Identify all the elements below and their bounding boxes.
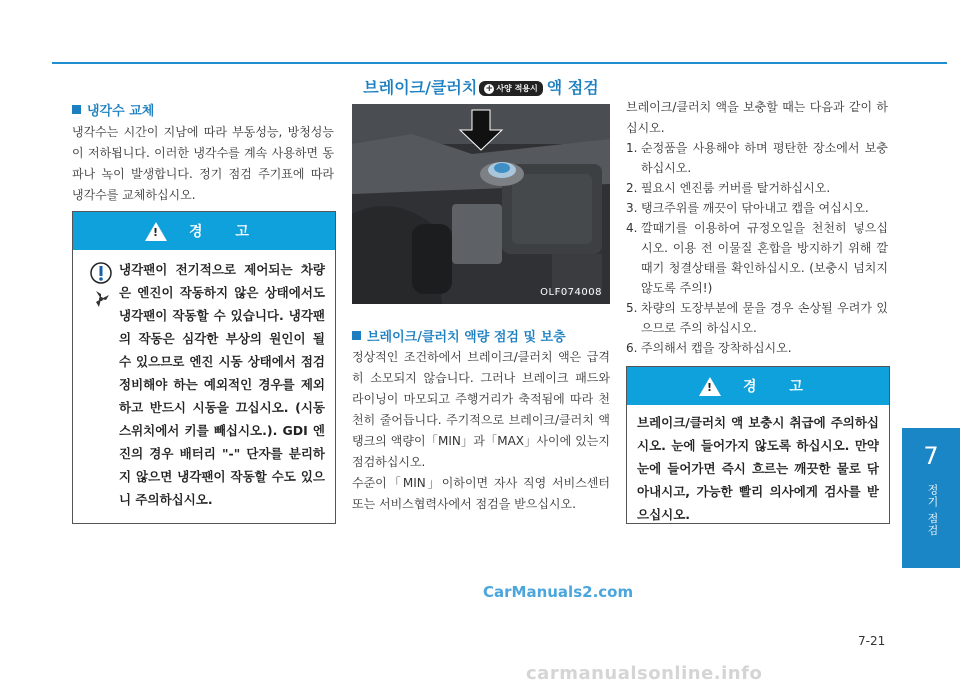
step-text: 순정품을 사용해야 하며 평탄한 장소에서 보충 하십시오. xyxy=(641,141,888,175)
step-number: 5. xyxy=(626,301,638,315)
brake-warning-box xyxy=(626,366,890,524)
chapter-title: 정기 점검 xyxy=(926,484,939,537)
warning-content xyxy=(73,250,335,511)
brake-fluid-heading xyxy=(352,326,566,345)
warning-icons xyxy=(83,258,119,511)
step-text: 필요시 엔진룸 커버를 탈거하십시오. xyxy=(641,181,831,195)
coolant-heading-text: 냉각수 교체 xyxy=(87,104,155,119)
coolant-warning-box xyxy=(72,211,336,524)
square-bullet-icon xyxy=(352,331,361,340)
option-badge xyxy=(479,81,542,96)
brake-fluid-paragraph xyxy=(352,347,610,515)
warning-title: 경 고 xyxy=(189,224,263,240)
plus-icon: + xyxy=(485,84,494,94)
step-number: 3. xyxy=(626,201,638,215)
coolant-paragraph xyxy=(72,122,334,206)
coolant-warning-text: 냉각팬이 전기적으로 제어되는 차량은 엔진이 작동하지 않은 상태에서도 냉각팬이 작동할 수 있습니다. 냉각팬의 작동은 심각한 부상의 원인이 될 수 있으므로 엔진 시동 상태에서 점검 정비해야 하는 예외적인 경우를 제외하고 반드시 시동을 끄십시오. (시동 스위치에서 키를 빼십시오.). GDI 엔진의 경우 배터리 "-" 단자를 분리하지 않으면 냉각팬이 작동할 수도 있으니 주의하십시오. xyxy=(119,262,325,507)
chapter-number: 7 xyxy=(923,442,939,470)
warning-title: 경 고 xyxy=(743,379,817,395)
brake-warning-text: 브레이크/클러치 액 보충시 취급에 주의하십시오. 눈에 들어가지 않도록 하십시오. 만약 눈에 들어가면 즉시 흐르는 깨끗한 물로 닦아내시고, 가능한 빨리 의사에게 검사를 받으십시오. xyxy=(637,415,879,522)
warning-header xyxy=(73,212,335,250)
chapter-tab[interactable] xyxy=(902,428,960,568)
step-number: 1. xyxy=(626,141,638,155)
brake-fluid-body-2: 수준이「MIN」이하이면 자사 직영 서비스센터 또는 서비스협력사에서 점검을 받으십시오. xyxy=(352,476,610,511)
engine-room-photo xyxy=(352,104,610,304)
refill-step xyxy=(626,338,888,358)
image-code: OLF074008 xyxy=(540,287,602,298)
page-number: 7-21 xyxy=(858,634,886,648)
coolant-body: 냉각수는 시간이 지남에 따라 부동성능, 방청성능이 저하됩니다. 이러한 냉각수를 계속 사용하면 동파나 녹이 발생합니다. 정기 점검 주기표에 따라 냉각수를 교체하십시오. xyxy=(72,125,334,202)
warning-triangle-icon: ! xyxy=(699,377,721,396)
warning-header xyxy=(627,367,889,405)
title-suffix: 액 점검 xyxy=(546,78,599,97)
step-text: 주의해서 캡을 장착하십시오. xyxy=(641,341,792,355)
refill-step xyxy=(626,138,888,178)
step-number: 2. xyxy=(626,181,638,195)
brake-reservoir-illustration xyxy=(352,104,610,304)
title-prefix: 브레이크/클러치 xyxy=(363,78,478,97)
watermark-link[interactable]: CarManuals2.com xyxy=(483,583,634,601)
step-text: 탱크주위를 깨끗이 닦아내고 캡을 여십시오. xyxy=(641,201,869,215)
refill-intro xyxy=(626,97,888,139)
option-badge-label: 사양 적용시 xyxy=(496,84,538,93)
step-text: 깔때기를 이용하여 규정오일을 천천히 넣으십시오. 이용 전 이물질 혼합을 방지하기 위해 깔때기 청결상태를 확인하십시오. (보충시 넘치지 않도록 주의!) xyxy=(641,221,888,295)
page-title xyxy=(352,75,610,98)
brake-fluid-body-1: 정상적인 조건하에서 브레이크/클러치 액은 급격히 소모되지 않습니다. 그러나 브레이크 패드와 라이닝이 마모되고 주행거리가 축적됨에 따라 천천히 줄어듭니다. 주기적으로 브레이크/클러치 액 탱크의 액량이「MIN」과「MAX」사이에 있는지 점검하십시오. xyxy=(352,350,610,469)
refill-intro-text: 브레이크/클러치 액을 보충할 때는 다음과 같이 하십시오. xyxy=(626,100,888,135)
refill-step xyxy=(626,218,888,298)
refill-steps-list xyxy=(626,138,888,358)
coolant-heading xyxy=(72,100,154,119)
fan-hazard-icon xyxy=(90,288,112,310)
refill-step xyxy=(626,178,888,198)
refill-step xyxy=(626,298,888,338)
brake-fluid-heading-text: 브레이크/클러치 액량 점검 및 보충 xyxy=(367,330,566,345)
refill-step xyxy=(626,198,888,218)
electric-fan-icon xyxy=(90,262,112,284)
step-text: 차량의 도장부분에 묻을 경우 손상될 우려가 있으므로 주의 하십시오. xyxy=(641,301,888,335)
warning-triangle-icon: ! xyxy=(145,222,167,241)
square-bullet-icon xyxy=(72,105,81,114)
footer-watermark: carmanualsonline.info xyxy=(526,663,763,684)
top-rule xyxy=(52,62,947,64)
step-number: 6. xyxy=(626,341,638,355)
step-number: 4. xyxy=(626,221,638,235)
